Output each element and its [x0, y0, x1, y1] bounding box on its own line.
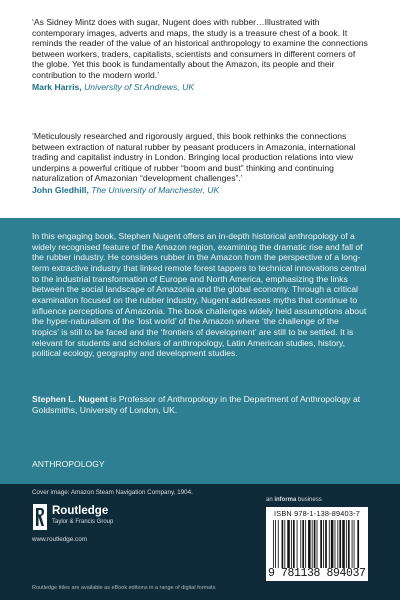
- author-name: Stephen L. Nugent: [32, 394, 108, 404]
- publisher-group: Taylor & Francis Group: [52, 519, 114, 525]
- quote-text: ‘Meticulously researched and rigorously argued, this book rethinks the connections between extraction of natural rubber by peasant producers in Amazonia, international trading and capitalist industry in London. Bringing local production relations into view underpins a powerful critique of rubber “boom and bust” thinking and continuing naturalization of Amazonian “development challenges”.’: [32, 131, 356, 184]
- informa-tagline: an informa business: [266, 497, 322, 503]
- endorser-name: John Gledhill: [32, 184, 87, 195]
- endorsements-section: [0, 0, 400, 218]
- isbn-barcode: [266, 507, 368, 581]
- barcode-digits: 9 781138 894037: [268, 567, 366, 580]
- endorsement-quote: [32, 17, 368, 92]
- endorser-institution: The University of Manchester, UK: [91, 184, 220, 195]
- quote-attribution: John Gledhill, The University of Manchester, UK: [32, 184, 220, 195]
- publisher-url[interactable]: www.routledge.com: [32, 536, 87, 543]
- publisher-name: Routledge: [52, 505, 109, 517]
- author-bio-text: is Professor of Anthropology in the Department of Anthropology at Goldsmiths, University of London, UK.: [32, 394, 361, 415]
- endorsement-quote: [32, 131, 368, 196]
- routledge-logo-icon: [33, 504, 47, 530]
- endorser-institution: University of St Andrews, UK: [84, 81, 195, 92]
- description-panel: [0, 218, 400, 484]
- cover-credit: Cover image: Amazon Steam Navigation Company, 1904.: [32, 489, 193, 496]
- subject-category: ANTHROPOLOGY: [32, 459, 105, 469]
- quote-text: ‘As Sidney Mintz does with sugar, Nugent does with rubber…Illustrated with contemporary images, adverts and maps, the study is a treasure chest of a book. It reminds the reader of the value of an historical anthropology to examine the connections between workers, traders, capitalists, scientists and consumers in different corners of the globe. Yet this book is fundamentally about the Amazon, its people and their contribution to the modern world.’: [32, 17, 368, 80]
- barcode-graphic: [273, 520, 365, 568]
- publisher-footer: [0, 484, 400, 600]
- endorser-name: Mark Harris: [32, 81, 80, 92]
- ebook-note: Routledge titles are available as eBook editions in a range of digital formats: [32, 585, 216, 591]
- quote-attribution: Mark Harris, University of St Andrews, UK: [32, 81, 195, 92]
- author-bio: [32, 394, 368, 415]
- isbn-number: ISBN 978-1-138-89403-7: [274, 509, 360, 518]
- book-description: In this engaging book, Stephen Nugent offers an in-depth historical anthropology of a widely recognised feature of the Amazon region, examining the dramatic rise and fall of the rubber industry. He considers rubber in the Amazon from the perspective of a long-term extractive industry that linked remote forest tappers to technical innovations central to the industrial transformation of Europe and North America, emphasizing the links between the social landscape of Amazonia and the global economy. Through a critical examination focused on the rubber industry, Nugent addresses myths that continue to influence perceptions of Amazonia. The book challenges widely held assumptions about the hyper-naturalism of the ‘lost world’ of the Amazon where ‘the challenge of the tropics’ is still to be faced and the ‘frontiers of development’ are still to be settled. It is relevant for students and scholars of anthropology, Latin American studies, history, political ecology, geography and development studies.: [32, 231, 367, 359]
- informa-logo-text: informa: [274, 497, 297, 503]
